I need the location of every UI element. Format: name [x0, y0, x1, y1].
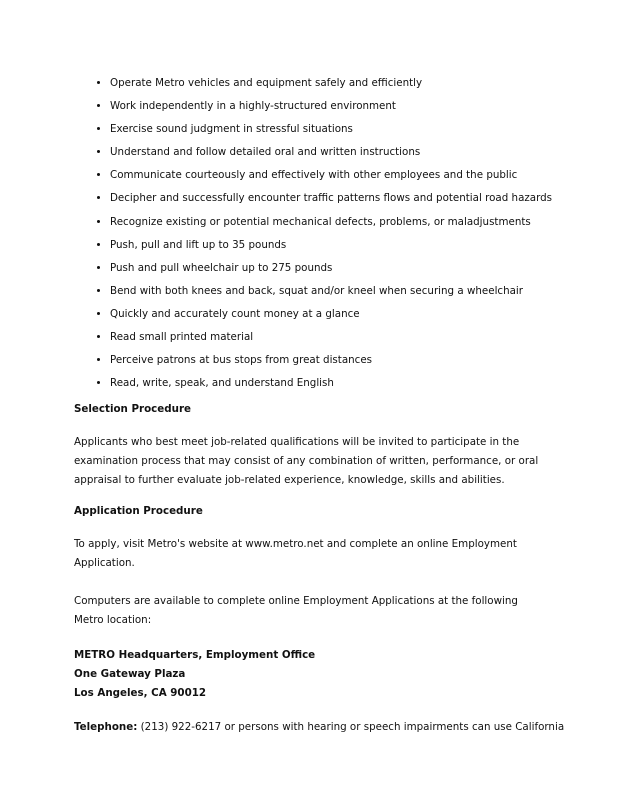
list-item: • Understand and follow detailed oral and written instructions: [110, 141, 626, 164]
list-item: • Communicate courteously and effectively with other employees and the public: [110, 164, 626, 187]
address-line-2: One Gateway Plaza: [74, 668, 186, 680]
telephone-label: Telephone:: [74, 721, 138, 733]
application-paragraph: To apply, visit Metro's website at www.metro.net and complete an online Employment Application.: [74, 538, 517, 569]
list-item: • Perceive patrons at bus stops from great distances: [110, 349, 626, 372]
list-item: • Operate Metro vehicles and equipment safely and efficiently: [110, 72, 626, 95]
address-line-1: METRO Headquarters, Employment Office: [74, 649, 316, 661]
list-item: • Push and pull wheelchair up to 275 pounds: [110, 257, 626, 280]
address-block: [74, 646, 574, 703]
list-item: • Exercise sound judgment in stressful situations: [110, 118, 626, 141]
selection-heading: Selection Procedure: [74, 403, 192, 415]
telephone-text: (213) 922-6217 or persons with hearing or speech impairments can use California: [137, 721, 565, 733]
list-item: • Recognize existing or potential mechanical defects, problems, or maladjustments: [110, 211, 626, 234]
list-item: • Bend with both knees and back, squat and/or kneel when securing a wheelchair: [110, 280, 626, 303]
application-heading: Application Procedure: [74, 505, 203, 517]
selection-paragraph: Applicants who best meet job-related qualifications will be invited to participate in the examination process that may consist of any combination of written, performance, or oral appraisal to further evaluate job-related experience, knowledge, skills and abilities.: [74, 436, 539, 486]
telephone-line: [74, 721, 614, 733]
requirements-list: [84, 72, 626, 395]
list-item: • Quickly and accurately count money at a glance: [110, 303, 626, 326]
list-item: • Decipher and successfully encounter traffic patterns flows and potential road hazards: [110, 187, 626, 210]
list-item: • Work independently in a highly-structured environment: [110, 95, 626, 118]
list-item: • Read small printed material: [110, 326, 626, 349]
list-item: • Read, write, speak, and understand English: [110, 372, 626, 395]
computers-paragraph: Computers are available to complete online Employment Applications at the following Metro location:: [74, 595, 518, 626]
address-line-3: Los Angeles, CA 90012: [74, 687, 207, 699]
list-item: • Push, pull and lift up to 35 pounds: [110, 234, 626, 257]
